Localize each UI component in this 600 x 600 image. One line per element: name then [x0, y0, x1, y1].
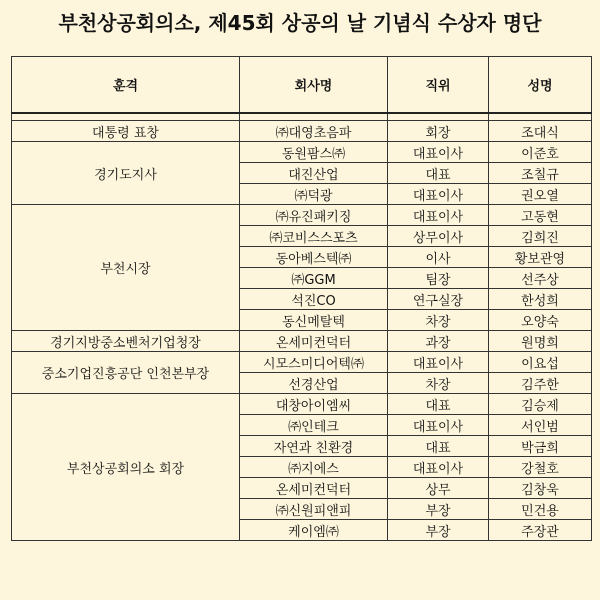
position-cell: 대표이사 [388, 352, 489, 373]
table-row [12, 121, 592, 142]
position-cell: 대표이사 [388, 457, 489, 478]
company-cell: ㈜인테크 [240, 415, 388, 436]
header-position: 직위 [388, 57, 489, 114]
name-cell: 김승제 [489, 394, 592, 415]
name-cell: 원명희 [489, 331, 592, 352]
company-cell: 대진산업 [240, 163, 388, 184]
name-cell: 김창욱 [489, 478, 592, 499]
position-cell: 팀장 [388, 268, 489, 289]
position-cell: 대표 [388, 436, 489, 457]
company-cell: ㈜덕광 [240, 184, 388, 205]
company-cell: 자연과 친환경 [240, 436, 388, 457]
position-cell: 대표 [388, 163, 489, 184]
name-cell: 고동현 [489, 205, 592, 226]
company-cell: ㈜코비스스포츠 [240, 226, 388, 247]
gap-cell [388, 113, 489, 121]
name-cell: 강철호 [489, 457, 592, 478]
position-cell: 대표 [388, 394, 489, 415]
company-cell: 동신메탈텍 [240, 310, 388, 331]
name-cell: 조대식 [489, 121, 592, 142]
name-cell: 오양숙 [489, 310, 592, 331]
header-company: 회사명 [240, 57, 388, 114]
company-cell: 시모스미디어텍㈜ [240, 352, 388, 373]
position-cell: 대표이사 [388, 142, 489, 163]
name-cell: 선주상 [489, 268, 592, 289]
award-recipients-table [11, 56, 592, 541]
page-title: 부천상공회의소, 제45회 상공의 날 기념식 수상자 명단 [58, 11, 542, 35]
company-cell: 선경산업 [240, 373, 388, 394]
name-cell: 김희진 [489, 226, 592, 247]
table-row [12, 394, 592, 415]
company-cell: 석진CO [240, 289, 388, 310]
award-cell: 중소기업진흥공단 인천본부장 [12, 352, 240, 394]
table-row [12, 142, 592, 163]
table-row [12, 205, 592, 226]
header-name: 성명 [489, 57, 592, 114]
table-body [12, 113, 592, 541]
company-cell: 대창아이엠씨 [240, 394, 388, 415]
gap-cell [489, 113, 592, 121]
position-cell: 연구실장 [388, 289, 489, 310]
company-cell: ㈜지에스 [240, 457, 388, 478]
name-cell: 이요섭 [489, 352, 592, 373]
name-cell: 권오열 [489, 184, 592, 205]
header-award: 훈격 [12, 57, 240, 114]
position-cell: 차장 [388, 310, 489, 331]
position-cell: 차장 [388, 373, 489, 394]
company-cell: 온세미컨덕터 [240, 478, 388, 499]
name-cell: 한성희 [489, 289, 592, 310]
award-cell: 대통령 표창 [12, 121, 240, 142]
name-cell: 서인범 [489, 415, 592, 436]
position-cell: 이사 [388, 247, 489, 268]
position-cell: 대표이사 [388, 415, 489, 436]
name-cell: 주장관 [489, 520, 592, 541]
name-cell: 박금희 [489, 436, 592, 457]
position-cell: 대표이사 [388, 184, 489, 205]
award-cell: 경기도지사 [12, 142, 240, 205]
table-row [12, 331, 592, 352]
position-cell: 부장 [388, 499, 489, 520]
company-cell: ㈜GGM [240, 268, 388, 289]
position-cell: 회장 [388, 121, 489, 142]
company-cell: ㈜유진패키징 [240, 205, 388, 226]
position-cell: 부장 [388, 520, 489, 541]
gap-cell [12, 113, 240, 121]
company-cell: 온세미컨덕터 [240, 331, 388, 352]
award-cell: 부천상공회의소 회장 [12, 394, 240, 541]
award-cell: 경기지방중소벤처기업청장 [12, 331, 240, 352]
company-cell: 동아베스텍㈜ [240, 247, 388, 268]
name-cell: 민건용 [489, 499, 592, 520]
position-cell: 상무 [388, 478, 489, 499]
position-cell: 대표이사 [388, 205, 489, 226]
name-cell: 이준호 [489, 142, 592, 163]
position-cell: 과장 [388, 331, 489, 352]
company-cell: ㈜신원피앤피 [240, 499, 388, 520]
award-cell: 부천시장 [12, 205, 240, 331]
name-cell: 조칠규 [489, 163, 592, 184]
company-cell: ㈜대영초음파 [240, 121, 388, 142]
name-cell: 김주한 [489, 373, 592, 394]
company-cell: 케이엠㈜ [240, 520, 388, 541]
position-cell: 상무이사 [388, 226, 489, 247]
header-gap-row [12, 113, 592, 121]
company-cell: 동원팜스㈜ [240, 142, 388, 163]
table-row [12, 352, 592, 373]
gap-cell [240, 113, 388, 121]
table-header-row [12, 57, 592, 114]
name-cell: 황보관영 [489, 247, 592, 268]
